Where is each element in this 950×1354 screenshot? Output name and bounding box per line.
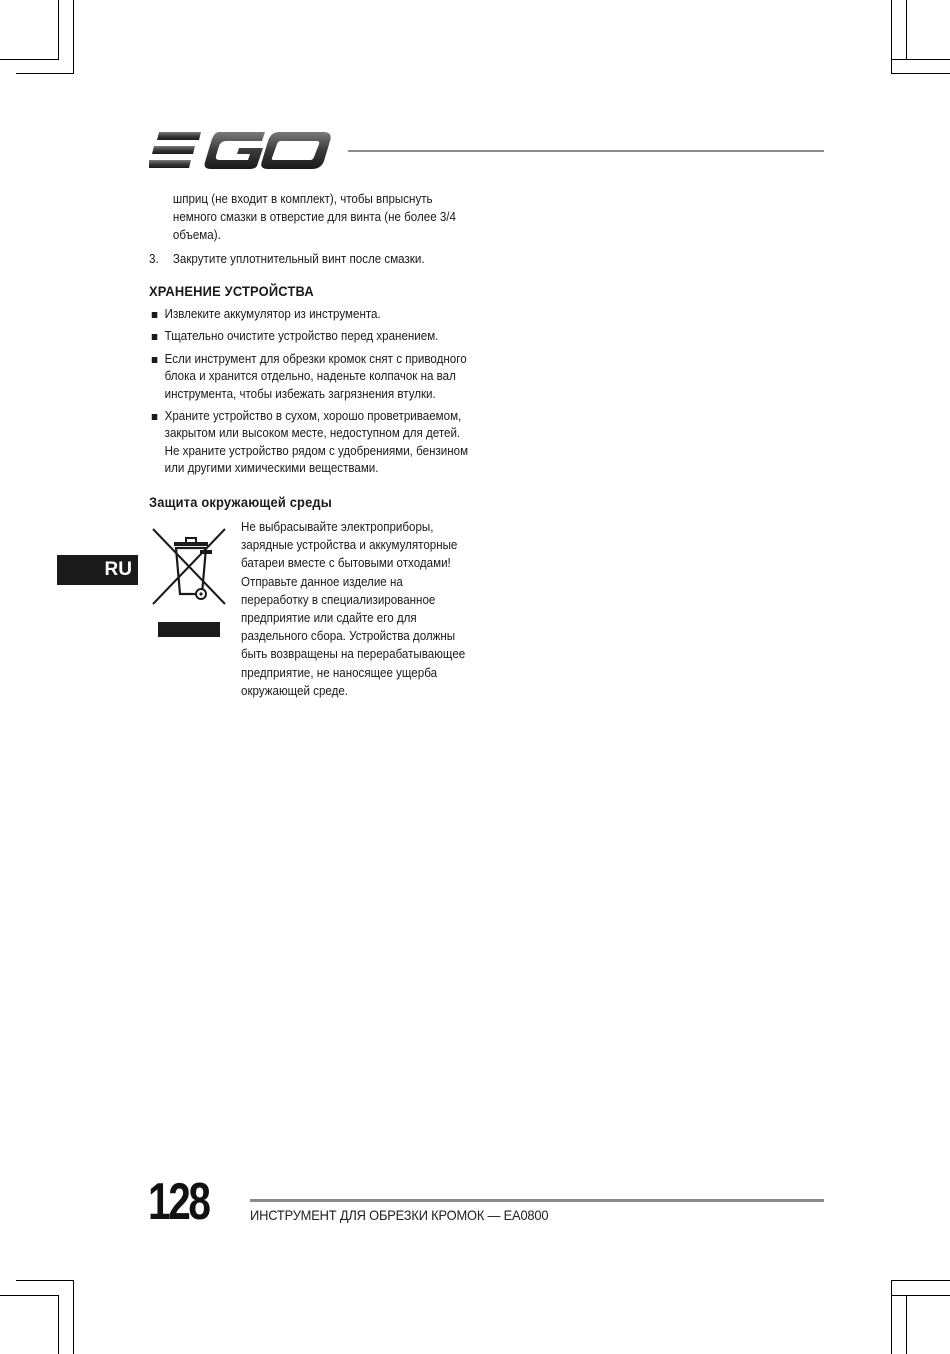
ego-logo [149,128,334,174]
list-item: Храните устройство в сухом, хорошо проветриваемом, закрытом или высоком месте, недоступном для детей. Не храните устройство рядом с удобрениями, бензином или другими химическими веществами. [149,408,477,478]
storage-section [149,282,477,483]
list-item: Если инструмент для обрезки кромок снят с приводного блока и хранится отдельно, наденьте колпачок на вал инструмента, чтобы избежать загрязнения втулки. [149,351,477,403]
continuation-text: шприц (не входит в комплект), чтобы впрыснуть немного смазки в отверстие для винта (не более 3/4 объема). [172,192,456,242]
list-item: Извлеките аккумулятор из инструмента. [149,306,477,323]
bullet-icon [152,312,158,318]
step-3 [149,250,462,268]
language-label: RU [104,559,132,580]
footer-title: ИНСТРУМЕНТ ДЛЯ ОБРЕЗКИ КРОМОК — EA0800 [250,1207,549,1223]
language-tab-ru [57,555,138,585]
bullet-icon [152,334,158,340]
storage-heading: ХРАНЕНИЕ УСТРОЙСТВА [149,283,314,299]
step-number: 3. [149,252,159,266]
weee-bin-icon [150,524,230,640]
storage-list [149,306,477,478]
bullet-icon [152,357,158,363]
step-text: Закрутите уплотнительный винт после смазки. [172,252,425,266]
ego-logo-mark [149,128,334,174]
header-rule [348,150,824,152]
bullet-icon [152,414,158,420]
list-item: Тщательно очистите устройство перед хранением. [149,328,477,345]
page-number: 128 [148,1173,209,1231]
environment-heading: Защита окружающей среды [149,494,332,510]
environment-text: Не выбрасывайте электроприборы, зарядные устройства и аккумуляторные батареи вместе с бытовыми отходами! Отправьте данное изделие на переработку в специализированное предприятие или сдайте его для раздельного сбора. Устройства должны быть возвращены на перерабатывающее предприятие, не наносящее ущерба окружающей среде. [241,520,466,698]
footer-rule [250,1199,824,1202]
instructions-block [149,190,462,268]
environment-heading-wrap [149,493,462,511]
